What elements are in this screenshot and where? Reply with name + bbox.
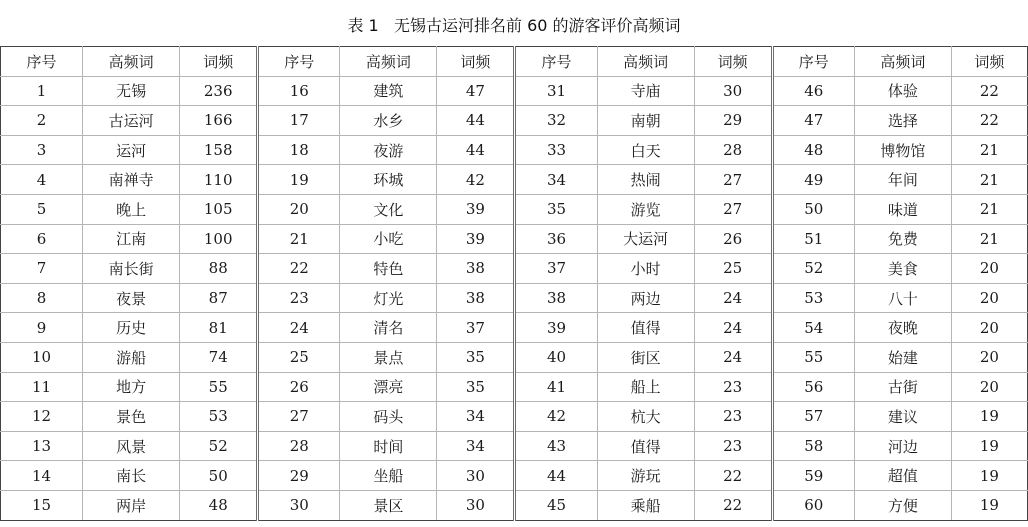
table-caption: 表 1 无锡古运河排名前 60 的游客评价高频词 <box>347 16 681 35</box>
rank-cell: 52 <box>772 254 854 284</box>
frequency-cell: 21 <box>951 135 1027 165</box>
frequency-cell: 21 <box>951 224 1027 254</box>
keyword-header: 高频词 <box>854 47 951 77</box>
frequency-cell: 19 <box>951 431 1027 461</box>
frequency-cell: 37 <box>437 313 515 343</box>
keyword-cell: 大运河 <box>597 224 694 254</box>
table-row <box>1 76 1028 106</box>
rank-cell: 4 <box>1 165 83 195</box>
keyword-cell: 景点 <box>340 342 437 372</box>
keyword-cell: 南长 <box>83 461 180 491</box>
rank-cell: 39 <box>515 313 597 343</box>
table-row <box>1 224 1028 254</box>
rank-cell: 2 <box>1 106 83 136</box>
frequency-cell: 24 <box>694 313 772 343</box>
keyword-cell: 古街 <box>854 372 951 402</box>
keyword-cell: 船上 <box>597 372 694 402</box>
keyword-cell: 地方 <box>83 372 180 402</box>
keyword-cell: 历史 <box>83 313 180 343</box>
table-body <box>1 76 1028 520</box>
keyword-cell: 清名 <box>340 313 437 343</box>
rank-cell: 18 <box>258 135 340 165</box>
keyword-cell: 南长街 <box>83 254 180 284</box>
frequency-cell: 105 <box>180 194 258 224</box>
rank-cell: 46 <box>772 76 854 106</box>
table-row <box>1 402 1028 432</box>
rank-cell: 42 <box>515 402 597 432</box>
frequency-cell: 35 <box>437 342 515 372</box>
frequency-cell: 50 <box>180 461 258 491</box>
frequency-cell: 27 <box>694 194 772 224</box>
keyword-cell: 景色 <box>83 402 180 432</box>
frequency-cell: 158 <box>180 135 258 165</box>
rank-cell: 17 <box>258 106 340 136</box>
keyword-cell: 乘船 <box>597 490 694 520</box>
keyword-cell: 坐船 <box>340 461 437 491</box>
frequency-cell: 38 <box>437 254 515 284</box>
keyword-cell: 夜晚 <box>854 313 951 343</box>
rank-cell: 44 <box>515 461 597 491</box>
keyword-cell: 始建 <box>854 342 951 372</box>
frequency-cell: 42 <box>437 165 515 195</box>
rank-cell: 3 <box>1 135 83 165</box>
rank-header: 序号 <box>1 47 83 77</box>
table-row <box>1 461 1028 491</box>
keyword-cell: 南禅寺 <box>83 165 180 195</box>
frequency-header: 词频 <box>180 47 258 77</box>
rank-header: 序号 <box>772 47 854 77</box>
rank-cell: 45 <box>515 490 597 520</box>
table-row <box>1 165 1028 195</box>
keyword-cell: 白天 <box>597 135 694 165</box>
rank-cell: 59 <box>772 461 854 491</box>
rank-cell: 60 <box>772 490 854 520</box>
table-row <box>1 283 1028 313</box>
keyword-cell: 漂亮 <box>340 372 437 402</box>
frequency-header: 词频 <box>437 47 515 77</box>
keyword-cell: 特色 <box>340 254 437 284</box>
frequency-cell: 74 <box>180 342 258 372</box>
frequency-cell: 19 <box>951 461 1027 491</box>
rank-cell: 7 <box>1 254 83 284</box>
frequency-cell: 23 <box>694 431 772 461</box>
keyword-cell: 超值 <box>854 461 951 491</box>
frequency-cell: 27 <box>694 165 772 195</box>
keyword-cell: 游玩 <box>597 461 694 491</box>
rank-cell: 34 <box>515 165 597 195</box>
keyword-cell: 时间 <box>340 431 437 461</box>
rank-cell: 36 <box>515 224 597 254</box>
frequency-cell: 39 <box>437 224 515 254</box>
rank-cell: 57 <box>772 402 854 432</box>
frequency-cell: 236 <box>180 76 258 106</box>
keyword-cell: 寺庙 <box>597 76 694 106</box>
keyword-cell: 热闹 <box>597 165 694 195</box>
rank-cell: 12 <box>1 402 83 432</box>
rank-cell: 49 <box>772 165 854 195</box>
table-row <box>1 372 1028 402</box>
frequency-cell: 47 <box>437 76 515 106</box>
keyword-cell: 码头 <box>340 402 437 432</box>
rank-cell: 11 <box>1 372 83 402</box>
rank-cell: 48 <box>772 135 854 165</box>
frequency-cell: 20 <box>951 254 1027 284</box>
table-row <box>1 254 1028 284</box>
rank-cell: 40 <box>515 342 597 372</box>
keyword-cell: 建筑 <box>340 76 437 106</box>
keyword-cell: 夜景 <box>83 283 180 313</box>
frequency-cell: 19 <box>951 402 1027 432</box>
keyword-cell: 灯光 <box>340 283 437 313</box>
table-row <box>1 313 1028 343</box>
keyword-cell: 博物馆 <box>854 135 951 165</box>
rank-cell: 28 <box>258 431 340 461</box>
keyword-cell: 游览 <box>597 194 694 224</box>
keyword-cell: 小吃 <box>340 224 437 254</box>
frequency-cell: 30 <box>437 490 515 520</box>
rank-cell: 37 <box>515 254 597 284</box>
keyword-cell: 小时 <box>597 254 694 284</box>
keyword-cell: 江南 <box>83 224 180 254</box>
frequency-cell: 20 <box>951 313 1027 343</box>
frequency-header: 词频 <box>694 47 772 77</box>
keyword-cell: 选择 <box>854 106 951 136</box>
frequency-cell: 23 <box>694 372 772 402</box>
rank-cell: 32 <box>515 106 597 136</box>
rank-cell: 41 <box>515 372 597 402</box>
frequency-cell: 88 <box>180 254 258 284</box>
frequency-cell: 39 <box>437 194 515 224</box>
rank-cell: 25 <box>258 342 340 372</box>
rank-cell: 1 <box>1 76 83 106</box>
keyword-cell: 夜游 <box>340 135 437 165</box>
keyword-cell: 运河 <box>83 135 180 165</box>
frequency-cell: 52 <box>180 431 258 461</box>
rank-cell: 20 <box>258 194 340 224</box>
rank-cell: 30 <box>258 490 340 520</box>
rank-cell: 8 <box>1 283 83 313</box>
frequency-cell: 22 <box>951 76 1027 106</box>
rank-cell: 27 <box>258 402 340 432</box>
rank-cell: 53 <box>772 283 854 313</box>
rank-cell: 33 <box>515 135 597 165</box>
rank-cell: 5 <box>1 194 83 224</box>
frequency-table-container <box>0 46 1028 521</box>
rank-cell: 35 <box>515 194 597 224</box>
table-header-row <box>1 47 1028 77</box>
frequency-cell: 30 <box>437 461 515 491</box>
rank-cell: 6 <box>1 224 83 254</box>
rank-cell: 10 <box>1 342 83 372</box>
frequency-cell: 100 <box>180 224 258 254</box>
frequency-cell: 38 <box>437 283 515 313</box>
frequency-cell: 21 <box>951 165 1027 195</box>
rank-cell: 47 <box>772 106 854 136</box>
frequency-cell: 35 <box>437 372 515 402</box>
rank-cell: 50 <box>772 194 854 224</box>
rank-cell: 58 <box>772 431 854 461</box>
frequency-cell: 30 <box>694 76 772 106</box>
keyword-cell: 两岸 <box>83 490 180 520</box>
rank-cell: 56 <box>772 372 854 402</box>
keyword-header: 高频词 <box>597 47 694 77</box>
keyword-cell: 水乡 <box>340 106 437 136</box>
rank-cell: 43 <box>515 431 597 461</box>
keyword-cell: 免费 <box>854 224 951 254</box>
table-row <box>1 194 1028 224</box>
keyword-cell: 环城 <box>340 165 437 195</box>
frequency-cell: 22 <box>694 461 772 491</box>
keyword-cell: 美食 <box>854 254 951 284</box>
rank-cell: 55 <box>772 342 854 372</box>
keyword-cell: 文化 <box>340 194 437 224</box>
keyword-cell: 体验 <box>854 76 951 106</box>
keyword-cell: 杭大 <box>597 402 694 432</box>
keyword-cell: 建议 <box>854 402 951 432</box>
frequency-cell: 166 <box>180 106 258 136</box>
rank-cell: 31 <box>515 76 597 106</box>
frequency-cell: 28 <box>694 135 772 165</box>
rank-cell: 19 <box>258 165 340 195</box>
rank-cell: 15 <box>1 490 83 520</box>
keyword-cell: 值得 <box>597 431 694 461</box>
keyword-cell: 年间 <box>854 165 951 195</box>
rank-header: 序号 <box>515 47 597 77</box>
frequency-table <box>0 46 1028 521</box>
keyword-cell: 晚上 <box>83 194 180 224</box>
frequency-cell: 48 <box>180 490 258 520</box>
rank-cell: 51 <box>772 224 854 254</box>
frequency-cell: 21 <box>951 194 1027 224</box>
rank-cell: 29 <box>258 461 340 491</box>
frequency-cell: 53 <box>180 402 258 432</box>
frequency-cell: 44 <box>437 106 515 136</box>
keyword-cell: 游船 <box>83 342 180 372</box>
keyword-cell: 方便 <box>854 490 951 520</box>
frequency-cell: 110 <box>180 165 258 195</box>
table-row <box>1 135 1028 165</box>
frequency-cell: 23 <box>694 402 772 432</box>
table-row <box>1 106 1028 136</box>
keyword-header: 高频词 <box>340 47 437 77</box>
table-row <box>1 342 1028 372</box>
keyword-cell: 河边 <box>854 431 951 461</box>
frequency-cell: 34 <box>437 431 515 461</box>
frequency-cell: 24 <box>694 283 772 313</box>
rank-cell: 38 <box>515 283 597 313</box>
keyword-cell: 无锡 <box>83 76 180 106</box>
frequency-cell: 29 <box>694 106 772 136</box>
rank-cell: 13 <box>1 431 83 461</box>
frequency-cell: 22 <box>951 106 1027 136</box>
keyword-cell: 景区 <box>340 490 437 520</box>
frequency-cell: 26 <box>694 224 772 254</box>
keyword-cell: 八十 <box>854 283 951 313</box>
rank-cell: 16 <box>258 76 340 106</box>
rank-cell: 26 <box>258 372 340 402</box>
table-row <box>1 431 1028 461</box>
frequency-header: 词频 <box>951 47 1027 77</box>
keyword-cell: 值得 <box>597 313 694 343</box>
keyword-header: 高频词 <box>83 47 180 77</box>
frequency-cell: 20 <box>951 372 1027 402</box>
rank-cell: 9 <box>1 313 83 343</box>
rank-cell: 54 <box>772 313 854 343</box>
keyword-cell: 味道 <box>854 194 951 224</box>
frequency-cell: 19 <box>951 490 1027 520</box>
frequency-cell: 87 <box>180 283 258 313</box>
rank-cell: 22 <box>258 254 340 284</box>
frequency-cell: 22 <box>694 490 772 520</box>
frequency-cell: 81 <box>180 313 258 343</box>
table-row <box>1 490 1028 520</box>
rank-cell: 23 <box>258 283 340 313</box>
keyword-cell: 街区 <box>597 342 694 372</box>
frequency-cell: 20 <box>951 342 1027 372</box>
frequency-cell: 55 <box>180 372 258 402</box>
frequency-cell: 20 <box>951 283 1027 313</box>
rank-cell: 21 <box>258 224 340 254</box>
rank-cell: 24 <box>258 313 340 343</box>
frequency-cell: 24 <box>694 342 772 372</box>
frequency-cell: 44 <box>437 135 515 165</box>
keyword-cell: 两边 <box>597 283 694 313</box>
frequency-cell: 34 <box>437 402 515 432</box>
frequency-cell: 25 <box>694 254 772 284</box>
keyword-cell: 古运河 <box>83 106 180 136</box>
rank-cell: 14 <box>1 461 83 491</box>
keyword-cell: 南朝 <box>597 106 694 136</box>
keyword-cell: 风景 <box>83 431 180 461</box>
rank-header: 序号 <box>258 47 340 77</box>
